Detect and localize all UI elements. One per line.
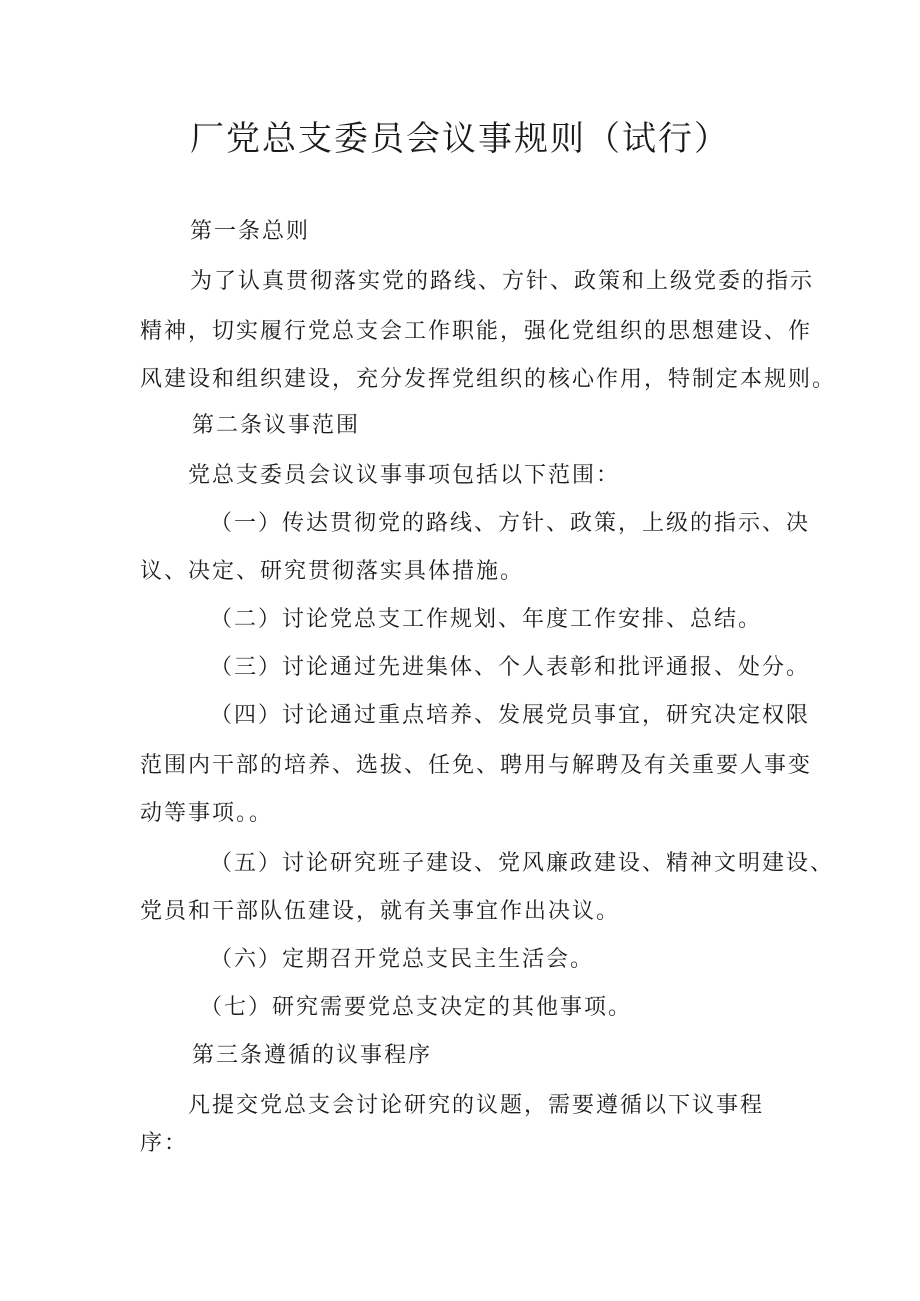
article2-item5-line-1: （五）讨论研究班子建设、党风廉政建设、精神文明建设、 [210,851,835,876]
article2-item6: （六）定期召开党总支民主生活会。 [210,947,595,972]
article2-item4-line-3: 动等事项。。 [140,801,274,826]
article1-line-1: 为了认真贯彻落实党的路线、方针、政策和上级党委的指示 [190,269,815,294]
article3-line-2: 序： [140,1131,189,1156]
article2-item2: （二）讨论党总支工作规划、年度工作安排、总结。 [210,607,763,632]
article2-item3: （三）讨论通过先进集体、个人表彰和批评通报、处分。 [210,655,811,680]
article2-item5-line-2: 党员和干部队伍建设，就有关事宜作出决议。 [140,899,621,924]
article2-heading: 第二条议事范围 [192,413,361,438]
article3-line-1: 凡提交党总支会讨论研究的议题，需要遵循以下议事程 [188,1093,765,1118]
article2-item4-line-2: 范围内干部的培养、选拔、任免、聘用与解聘及有关重要人事变 [140,753,813,778]
article2-intro: 党总支委员会议议事事项包括以下范围： [188,463,621,488]
article1-line-3: 风建设和组织建设，充分发挥党组织的核心作用，特制定本规则。 [140,367,837,392]
article2-item4-line-1: （四）讨论通过重点培养、发展党员事宜，研究决定权限 [210,703,811,728]
article3-heading: 第三条遵循的议事程序 [192,1043,433,1068]
document-title: 厂党总支委员会议事规则（试行） [190,119,730,159]
article1-line-2: 精神，切实履行党总支会工作职能，强化党组织的思想建设、作 [140,319,813,344]
article2-item1-line-2: 议、决定、研究贯彻落实具体措施。 [140,559,525,584]
article2-item1-line-1: （一）传达贯彻党的路线、方针、政策，上级的指示、决 [210,511,811,536]
article2-item7: （七）研究需要党总支决定的其他事项。 [200,995,633,1020]
article1-heading: 第一条总则 [190,219,311,244]
